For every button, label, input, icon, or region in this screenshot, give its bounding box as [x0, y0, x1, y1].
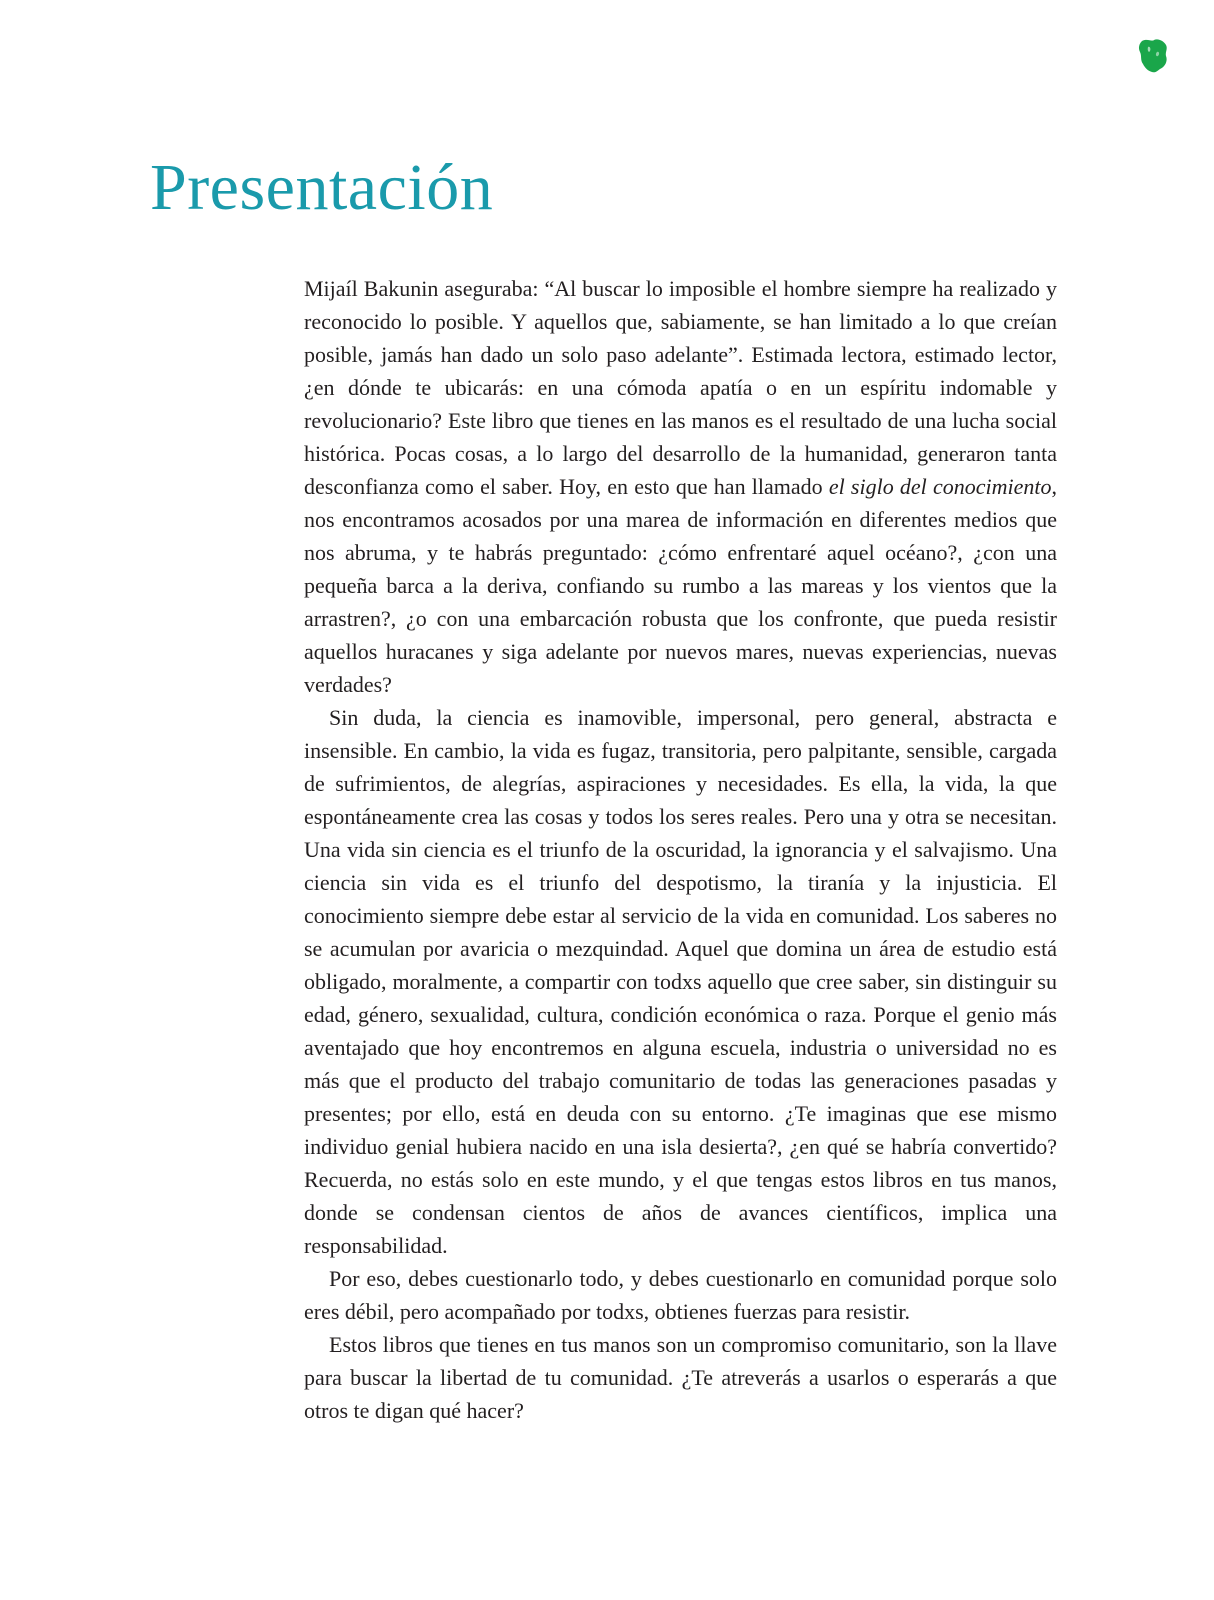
paragraph-1-text-a: Mijaíl Bakunin aseguraba: “Al buscar lo imposible el hombre siempre ha realizado y reconocido lo posible. Y aquellos que, sabiamente, se han limitado a lo que creían posible, jamás han dado un solo paso adelante”. Estimada lectora, estimado lector, ¿en dónde te ubicarás: en una cómoda apatía o en un espíritu indomable y revolucionario? Este libro que tienes en las manos es el resultado de una lucha social histórica. Pocas cosas, a lo largo del desarrollo de la humanidad, generaron tanta desconfianza como el saber. Hoy, en esto que han llamado — [304, 276, 1057, 499]
paragraph-1-italic-phrase: el siglo del conocimiento — [828, 474, 1052, 499]
body-text — [304, 272, 1057, 1427]
page-title: Presentación — [150, 151, 494, 224]
paragraph-2: Sin duda, la ciencia es inamovible, impersonal, pero general, abstracta e insensible. En cambio, la vida es fugaz, transitoria, pero palpitante, sensible, cargada de sufrimientos, de alegrías, aspiraciones y necesidades. Es ella, la vida, la que espontáneamente crea las cosas y todos los seres reales. Pero una y otra se necesitan. Una vida sin ciencia es el triunfo de la oscuridad, la ignorancia y el salvajismo. Una ciencia sin vida es el triunfo del despotismo, la tiranía y la injusticia. El conocimiento siempre debe estar al servicio de la vida en comunidad. Los saberes no se acumulan por avaricia o mezquindad. Aquel que domina un área de estudio está obligado, moralmente, a compartir con todxs aquello que cree saber, sin distinguir su edad, género, sexualidad, cultura, condición económica o raza. Porque el genio más aventajado que hoy encontremos en alguna escuela, industria o universidad no es más que el producto del trabajo comunitario de todas las generaciones pasadas y presentes; por ello, está en deuda con su entorno. ¿Te imaginas que ese mismo individuo genial hubiera nacido en una isla desierta?, ¿en qué se habría convertido? Recuerda, no estás solo en este mundo, y el que tengas estos libros en tus manos, donde se condensan cientos de años de avances científicos, implica una responsabilidad. — [304, 705, 1057, 1258]
paragraph-1 — [304, 272, 1057, 701]
paragraph-1-text-b: , nos encontramos acosados por una marea de información en diferentes medios que nos abruma, y te habrás preguntado: ¿cómo enfrentaré aquel océano?, ¿con una pequeña barca a la deriva, confiando su rumbo a las mareas y los vientos que la arrastren?, ¿o con una embarcación robusta que los confronte, que pueda resistir aquellos huracanes y siga adelante por nuevos mares, nuevas experiencias, nuevas verdades? — [304, 474, 1058, 697]
paragraph-3: Por eso, debes cuestionarlo todo, y debes cuestionarlo en comunidad porque solo eres débil, pero acompañado por todxs, obtienes fuerzas para resistir. — [304, 1266, 1057, 1324]
green-ink-blot-icon — [1138, 38, 1168, 74]
paragraph-4: Estos libros que tienes en tus manos son un compromiso comunitario, son la llave para buscar la libertad de tu comunidad. ¿Te atreverás a usarlos o esperarás a que otros te digan qué hacer? — [304, 1332, 1057, 1423]
